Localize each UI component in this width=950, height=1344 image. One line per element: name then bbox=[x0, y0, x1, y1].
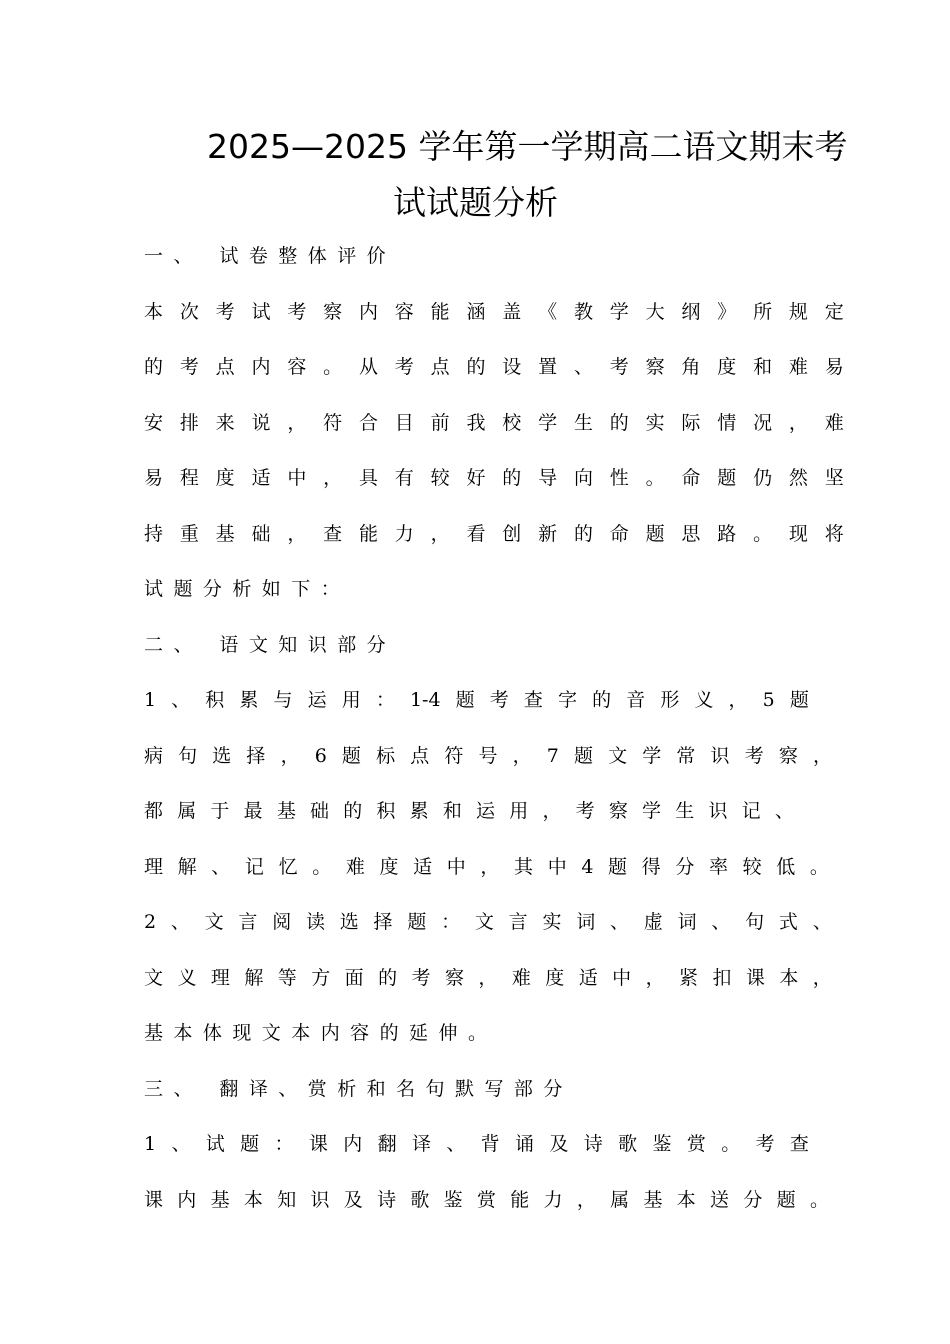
document-title-line-1: 2025—2025 学年第一学期高二语文期末考 bbox=[207, 127, 848, 166]
paragraph-line: 病 句 选 择 ， 6 题 标 点 符 号 ， 7 题 文 学 常 识 考 察 ， bbox=[144, 745, 832, 767]
paragraph-line: 的 考 点 内 容 。 从 考 点 的 设 置 、 考 察 角 度 和 难 易 bbox=[144, 356, 844, 378]
paragraph-line: 1 、 试 题 ： 课 内 翻 译 、 背 诵 及 诗 歌 鉴 赏 。 考 查 bbox=[144, 1133, 809, 1155]
paragraph-line: 理 解 、 记 忆 。 难 度 适 中 ， 其 中 4 题 得 分 率 较 低 。 bbox=[144, 856, 829, 878]
paragraph-line: 文 义 理 解 等 方 面 的 考 察 ， 难 度 适 中 ， 紧 扣 课 本 ， bbox=[144, 967, 832, 989]
paragraph-line: 基本体现文本内容的延伸。 bbox=[144, 1022, 498, 1044]
section-heading-3: 三、 翻译、赏析和名句默写部分 bbox=[144, 1078, 573, 1100]
paragraph-line: 安 排 来 说 ， 符 合 目 前 我 校 学 生 的 实 际 情 况 ， 难 bbox=[144, 412, 844, 434]
section-heading-2: 二、 语文知识部分 bbox=[144, 634, 397, 656]
paragraph-line: 试题分析如下： bbox=[144, 578, 351, 600]
paragraph-line: 2 、 文 言 阅 读 选 择 题 ： 文 言 实 词 、 虚 词 、 句 式 、 bbox=[144, 911, 832, 933]
paragraph-line: 本 次 考 试 考 察 内 容 能 涵 盖 《 教 学 大 纲 》 所 规 定 bbox=[144, 301, 844, 323]
paragraph-line: 易 程 度 适 中 ， 具 有 较 好 的 导 向 性 。 命 题 仍 然 坚 bbox=[144, 467, 844, 489]
paragraph-line: 都 属 于 最 基 础 的 积 累 和 运 用 ， 考 察 学 生 识 记 、 bbox=[144, 800, 794, 822]
paragraph-line: 课 内 基 本 知 识 及 诗 歌 鉴 赏 能 力 ， 属 基 本 送 分 题 。 bbox=[144, 1189, 829, 1211]
section-heading-1: 一、 试卷整体评价 bbox=[144, 245, 397, 267]
paragraph-line: 1 、 积 累 与 运 用 ： 1-4 题 考 查 字 的 音 形 义 ， 5 题 bbox=[144, 689, 809, 711]
document-title-line-2: 试试题分析 bbox=[393, 183, 558, 222]
paragraph-line: 持 重 基 础 ， 查 能 力 ， 看 创 新 的 命 题 思 路 。 现 将 bbox=[144, 523, 844, 545]
